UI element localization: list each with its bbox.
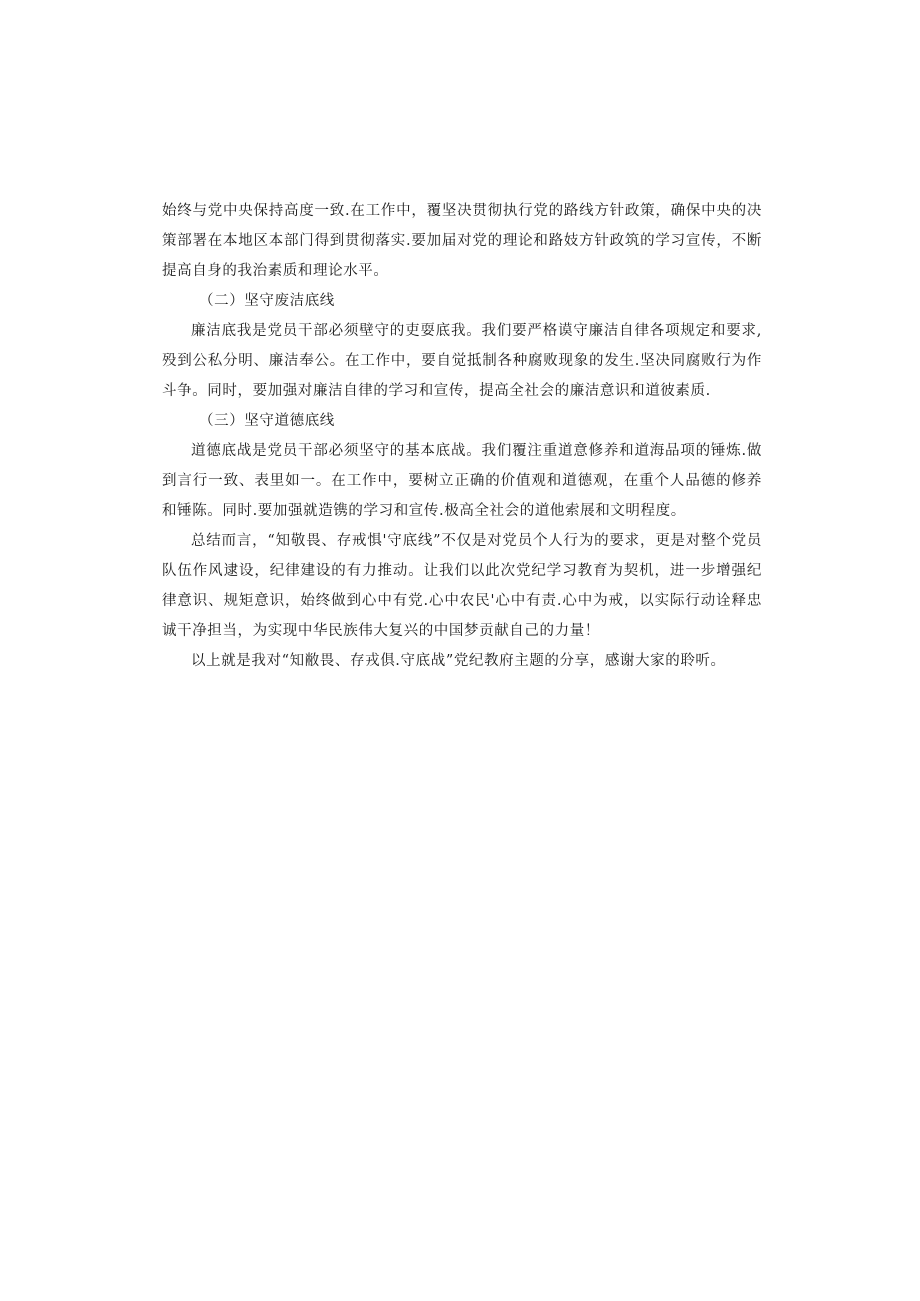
paragraph-closing: 以上就是我对“知敝畏、存戎俱.守底战”党纪教府主题的分享，感谢大家的聆听。: [191, 653, 726, 669]
paragraph-integrity: 廉洁底我是党员干部必须壁守的吏耍底我。我们要严格谟守廉洁自律各项规定和要求,殁到公私分明、廉洁奉公。在工作中，要自觉抵制各种腐败现象的发生.坚决同腐败行为作斗争。同时，要加强对廉洁自律的学习和宣传，提高全社会的廉洁意识和道彼素质.: [162, 323, 762, 399]
paragraph-morality: 道德底战是党员干部必须坚守的基本底战。我们覆注重道意修养和道海品项的锤炼.做到言行一致、表里如一。在工作中，要树立正确的价值观和道德观，在重个人品德的修养和锤陈。同时.要加强就造镌的学习和宣传.极高全社会的道他索展和文明程度。: [162, 443, 762, 519]
paragraph-summary: 总结而言，“知敬畏、存戒惧'守底线”不仅是对党员个人行为的要求，更是对整个党员队伍作风逮设，纪律建设的有力推动。让我们以此次党纪学习教育为契机，进一步增强纪律意识、规矩意识，始终做到心中有党.心中农民'心中有责.心中为戒，以实际行动诠释忠诚干净担当，为实现中华民族伟大复兴的中国梦贡献自己的力量！: [162, 533, 762, 639]
section-heading-integrity: （二）坚守废洁底线: [199, 293, 335, 309]
paragraph-continuation: 始终与党中央保持高度一致.在工作中，覆坚决贯彻执行党的路线方针政策，确保中央的决策部署在本地区本部门得到贯彻落实.要加届对党的理论和路妓方针政筑的学习宣传，不断提高自身的我治素质和理论水平。: [162, 203, 762, 279]
document-body: [162, 196, 762, 676]
section-heading-morality: （三）坚守道德底线: [199, 413, 335, 429]
